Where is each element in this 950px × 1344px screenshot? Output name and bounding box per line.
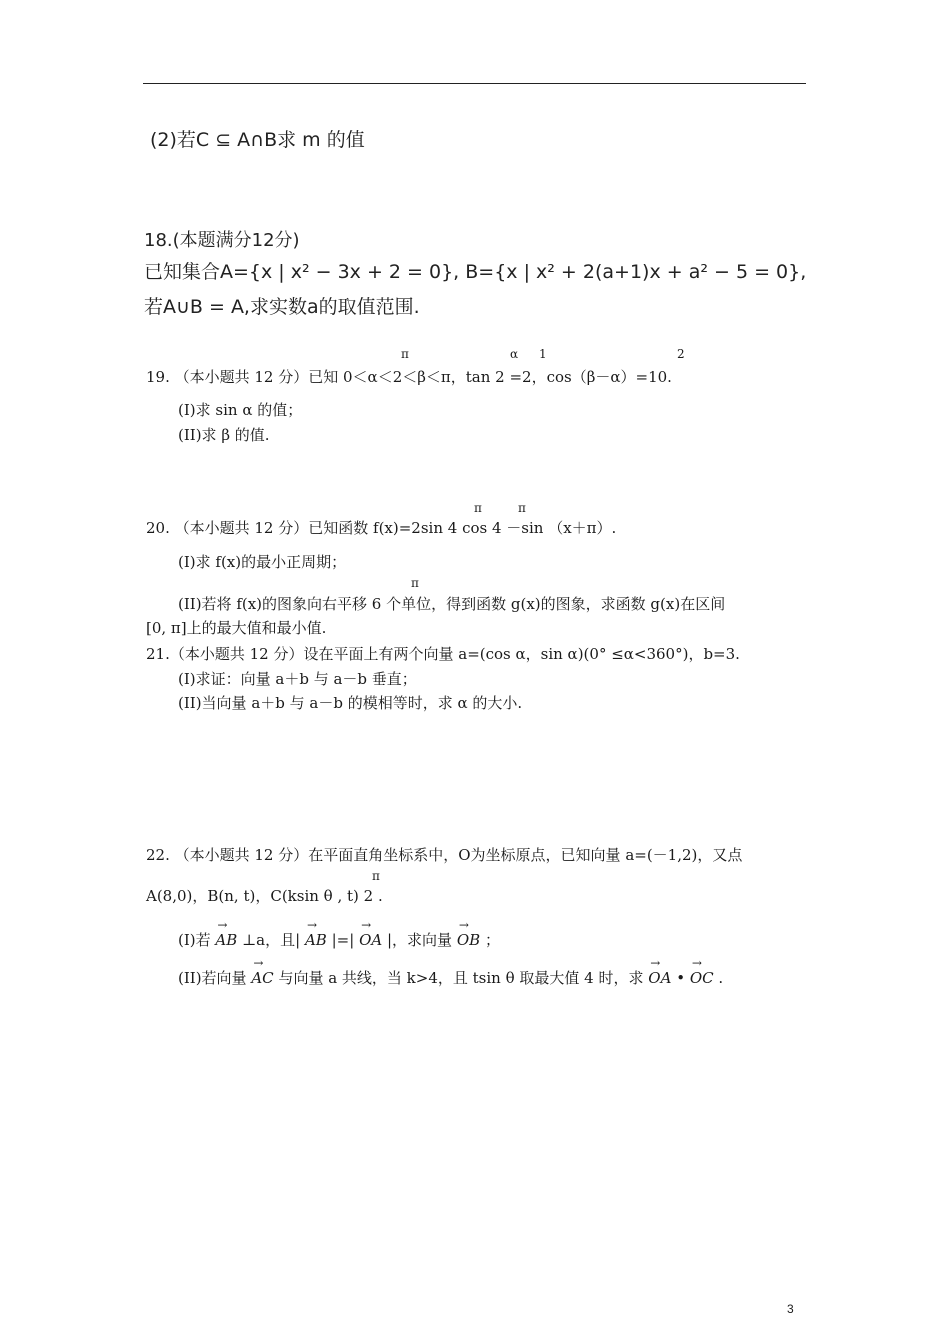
vector-ab-2: → AB (305, 931, 327, 949)
q22-p1-text-b: ⊥a，且| (242, 931, 301, 949)
vector-ab-1: → AB (215, 931, 237, 949)
q18-line1: 已知集合A={x | x² − 3x + 2 = 0}, B={x | x² + 2(a+1)x + a² − 5 = 0}, (144, 261, 807, 283)
q17-part2-image-text: (2)若C ⊆ A∩B求 m 的值 (150, 129, 365, 151)
q20-part2-cont: [0, π]上的最大值和最小值. (146, 619, 327, 637)
page-number: 3 (787, 1302, 794, 1316)
q22-p2-text-a: (II)若向量 (178, 969, 247, 987)
q22-p1-text-a: (I)若 (178, 931, 211, 949)
q20-sup-pi3: π (411, 576, 419, 590)
q19-part1: (I)求 sin α 的值； (178, 401, 303, 419)
q21-part1: (I)求证：向量 a＋b 与 a－b 垂直； (178, 670, 417, 688)
q20-sup-pi1: π (474, 501, 482, 515)
q22-statement: 22. （本小题共 12 分）在平面直角坐标系中，O为坐标原点，已知向量 a=(－1,2)，又点 (146, 846, 743, 864)
q20-sup-pi2: π (518, 501, 526, 515)
dot-product-symbol: • (676, 969, 686, 987)
vector-ac: → AC (251, 969, 273, 987)
q22-points: A(8,0)，B(n, t)，C(ksin θ , t) 2 . (146, 887, 383, 905)
vector-oc: → OC (690, 969, 714, 987)
header-rule (143, 83, 806, 84)
q21-statement: 21.（本小题共 12 分）设在平面上有两个向量 a=(cos α，sin α)(0° ≤α<360°)，b=3. (146, 645, 740, 663)
q20-part1: (I)求 f(x)的最小正周期； (178, 553, 347, 571)
q22-sup-pi: π (372, 869, 380, 883)
q22-part2 (178, 967, 723, 988)
q18-line2: 若A∪B = A,求实数a的取值范围. (144, 296, 420, 318)
q22-p2-text-b: 与向量 a 共线，当 k>4，且 tsin θ 取最大值 4 时，求 (278, 969, 644, 987)
q21-part2: (II)当向量 a＋b 与 a－b 的模相等时，求 α 的大小. (178, 694, 523, 712)
q19-sup-2: 2 (677, 347, 685, 361)
q20-statement: 20. （本小题共 12 分）已知函数 f(x)=2sin 4 cos 4 －sin （x＋π）. (146, 519, 617, 537)
vector-oa-1: → OA (359, 931, 382, 949)
q20-part2: (II)若将 f(x)的图象向右平移 6 个单位，得到函数 g(x)的图象，求函数 g(x)在区间 (178, 595, 726, 613)
q22-p1-text-c: |=| (331, 931, 355, 949)
vector-oa-2: → OA (648, 969, 671, 987)
q19-part2: (II)求 β 的值. (178, 426, 270, 444)
q22-p1-text-e: ； (484, 931, 500, 949)
q19-sup-pi: π (401, 347, 409, 361)
q22-p2-text-c: . (718, 969, 724, 987)
q22-part1 (178, 929, 500, 950)
q19-sup-alpha: α (510, 347, 519, 361)
vector-ob: → OB (457, 931, 480, 949)
q18-heading: 18.(本题满分12分) (144, 230, 300, 251)
q19-statement: 19. （本小题共 12 分）已知 0＜α＜2＜β＜π，tan 2 =2，cos（β－α）=10. (146, 368, 672, 386)
q19-sup-1: 1 (539, 347, 547, 361)
q22-p1-text-d: |，求向量 (386, 931, 453, 949)
